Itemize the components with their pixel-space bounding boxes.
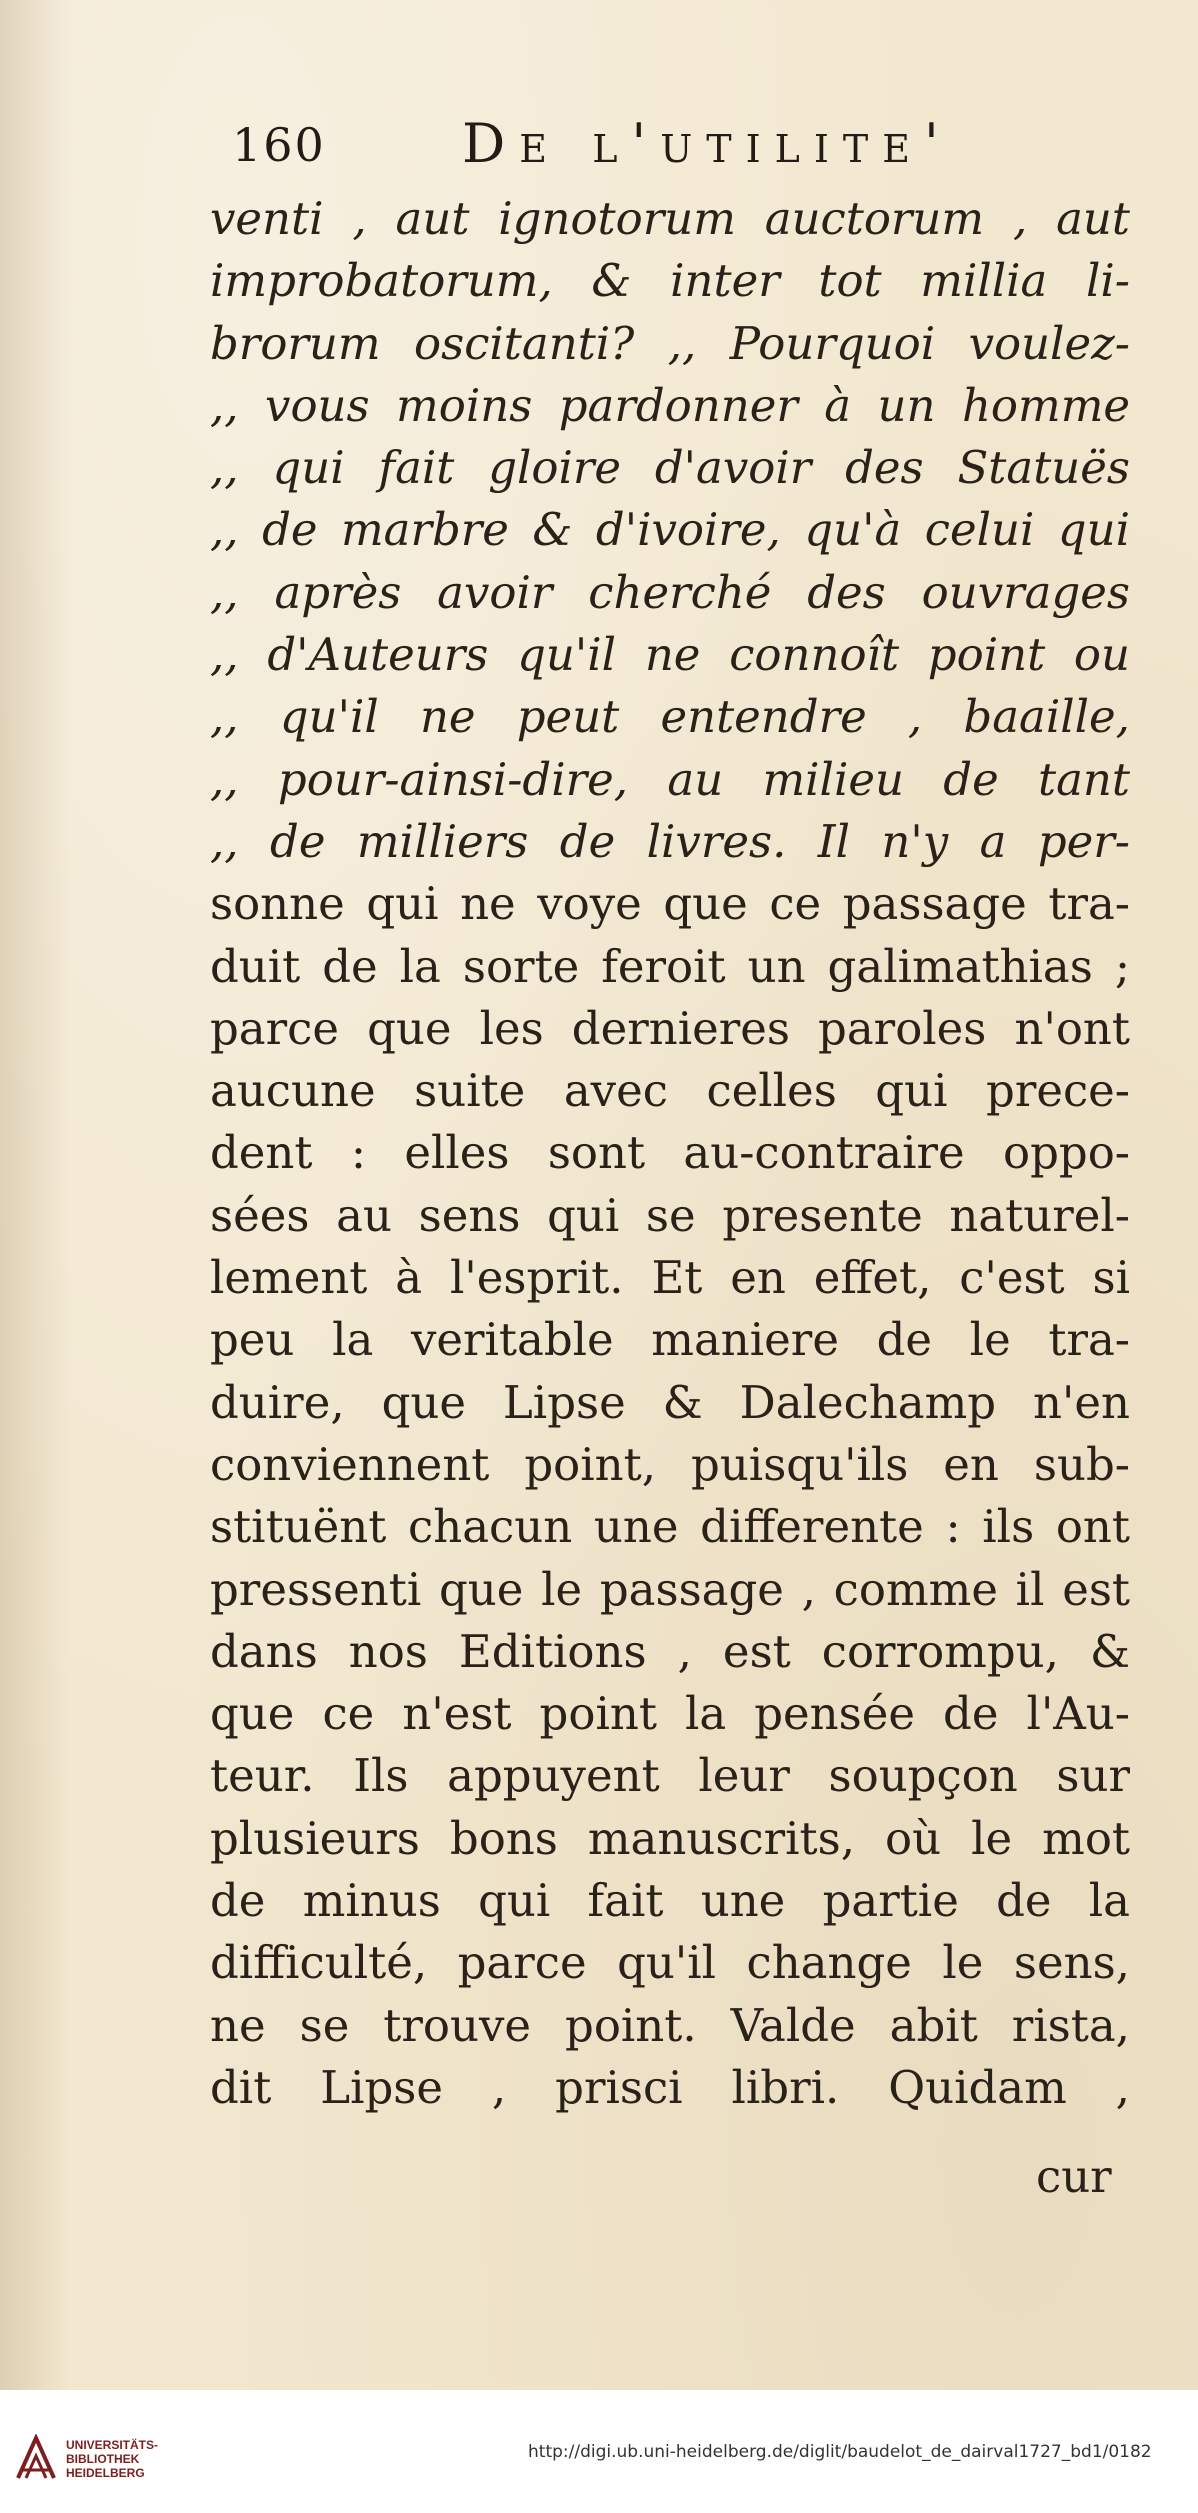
- text-line: stituënt chacun une differente : ils ont: [210, 1500, 1130, 1554]
- text-line: difficulté, parce qu'il change le sens,: [210, 1936, 1130, 1990]
- library-name-line: UNIVERSITÄTS-: [66, 2438, 159, 2452]
- text-line: duire, que Lipse & Dalechamp n'en: [210, 1375, 1130, 1429]
- text-line: improbatorum, & inter tot millia li-: [210, 254, 1130, 308]
- body-text: [210, 188, 1130, 2119]
- text-line: ,, qu'il ne peut entendre , baaille,: [210, 690, 1130, 744]
- library-name-line: HEIDELBERG: [66, 2466, 145, 2480]
- text-line: teur. Ils appuyent leur soupçon sur: [210, 1749, 1130, 1803]
- text-line: sées au sens qui se presente naturel-: [210, 1188, 1130, 1242]
- text-line: aucune suite avec celles qui prece-: [210, 1064, 1130, 1118]
- text-line: dans nos Editions , est corrompu, &: [210, 1624, 1130, 1678]
- text-line: peu la veritable maniere de le tra-: [210, 1313, 1130, 1367]
- text-line: de minus qui fait une partie de la: [210, 1874, 1130, 1928]
- text-line: que ce n'est point la pensée de l'Au-: [210, 1687, 1130, 1741]
- text-line: ,, de marbre & d'ivoire, qu'à celui qui: [210, 503, 1130, 557]
- text-line: ,, d'Auteurs qu'il ne connoît point ou: [210, 628, 1130, 682]
- text-line: ,, qui fait gloire d'avoir des Statuës: [210, 441, 1130, 495]
- text-line: lement à l'esprit. Et en effet, c'est si: [210, 1251, 1130, 1305]
- page-gutter-shadow: [0, 0, 70, 2390]
- text-line: dent : elles sont au-contraire oppo-: [210, 1126, 1130, 1180]
- text-line: venti , aut ignotorum auctorum , aut: [210, 192, 1130, 245]
- text-line: ,, vous moins pardonner à un homme: [210, 378, 1130, 432]
- text-line: duit de la sorte feroit un galimathias ;: [210, 939, 1130, 993]
- catchword: cur: [1036, 2150, 1112, 2203]
- text-line: ne se trouve point. Valde abit rista,: [210, 1998, 1130, 2052]
- text-line: ,, de milliers de livres. Il n'y a per-: [210, 814, 1130, 868]
- page-number: 160: [232, 118, 326, 172]
- library-logo-icon: [14, 2434, 58, 2482]
- source-url-link[interactable]: http://digi.ub.uni-heidelberg.de/diglit/baudelot_de_dairval1727_bd1/0182: [528, 2442, 1152, 2462]
- running-head: De l'utilite': [462, 112, 953, 175]
- text-line: ,, après avoir cherché des ouvrages: [210, 565, 1130, 619]
- text-line: ,, pour-ainsi-dire, au milieu de tant: [210, 752, 1130, 806]
- text-line: conviennent point, puisqu'ils en sub-: [210, 1437, 1130, 1491]
- text-line: pressenti que le passage , comme il est: [210, 1562, 1130, 1616]
- text-line: dit Lipse , prisci libri. Quidam ,: [210, 2060, 1130, 2114]
- footer-bar: [0, 2390, 1198, 2513]
- page-header: [232, 112, 1112, 182]
- text-line: plusieurs bons manuscrits, où le mot: [210, 1811, 1130, 1865]
- text-line: parce que les dernieres paroles n'ont: [210, 1001, 1130, 1055]
- text-line: brorum oscitanti? ,, Pourquoi voulez-: [210, 316, 1130, 370]
- library-name: [66, 2438, 158, 2480]
- library-name-line: BIBLIOTHEK: [66, 2452, 140, 2466]
- text-line: sonne qui ne voye que ce passage tra-: [210, 877, 1130, 931]
